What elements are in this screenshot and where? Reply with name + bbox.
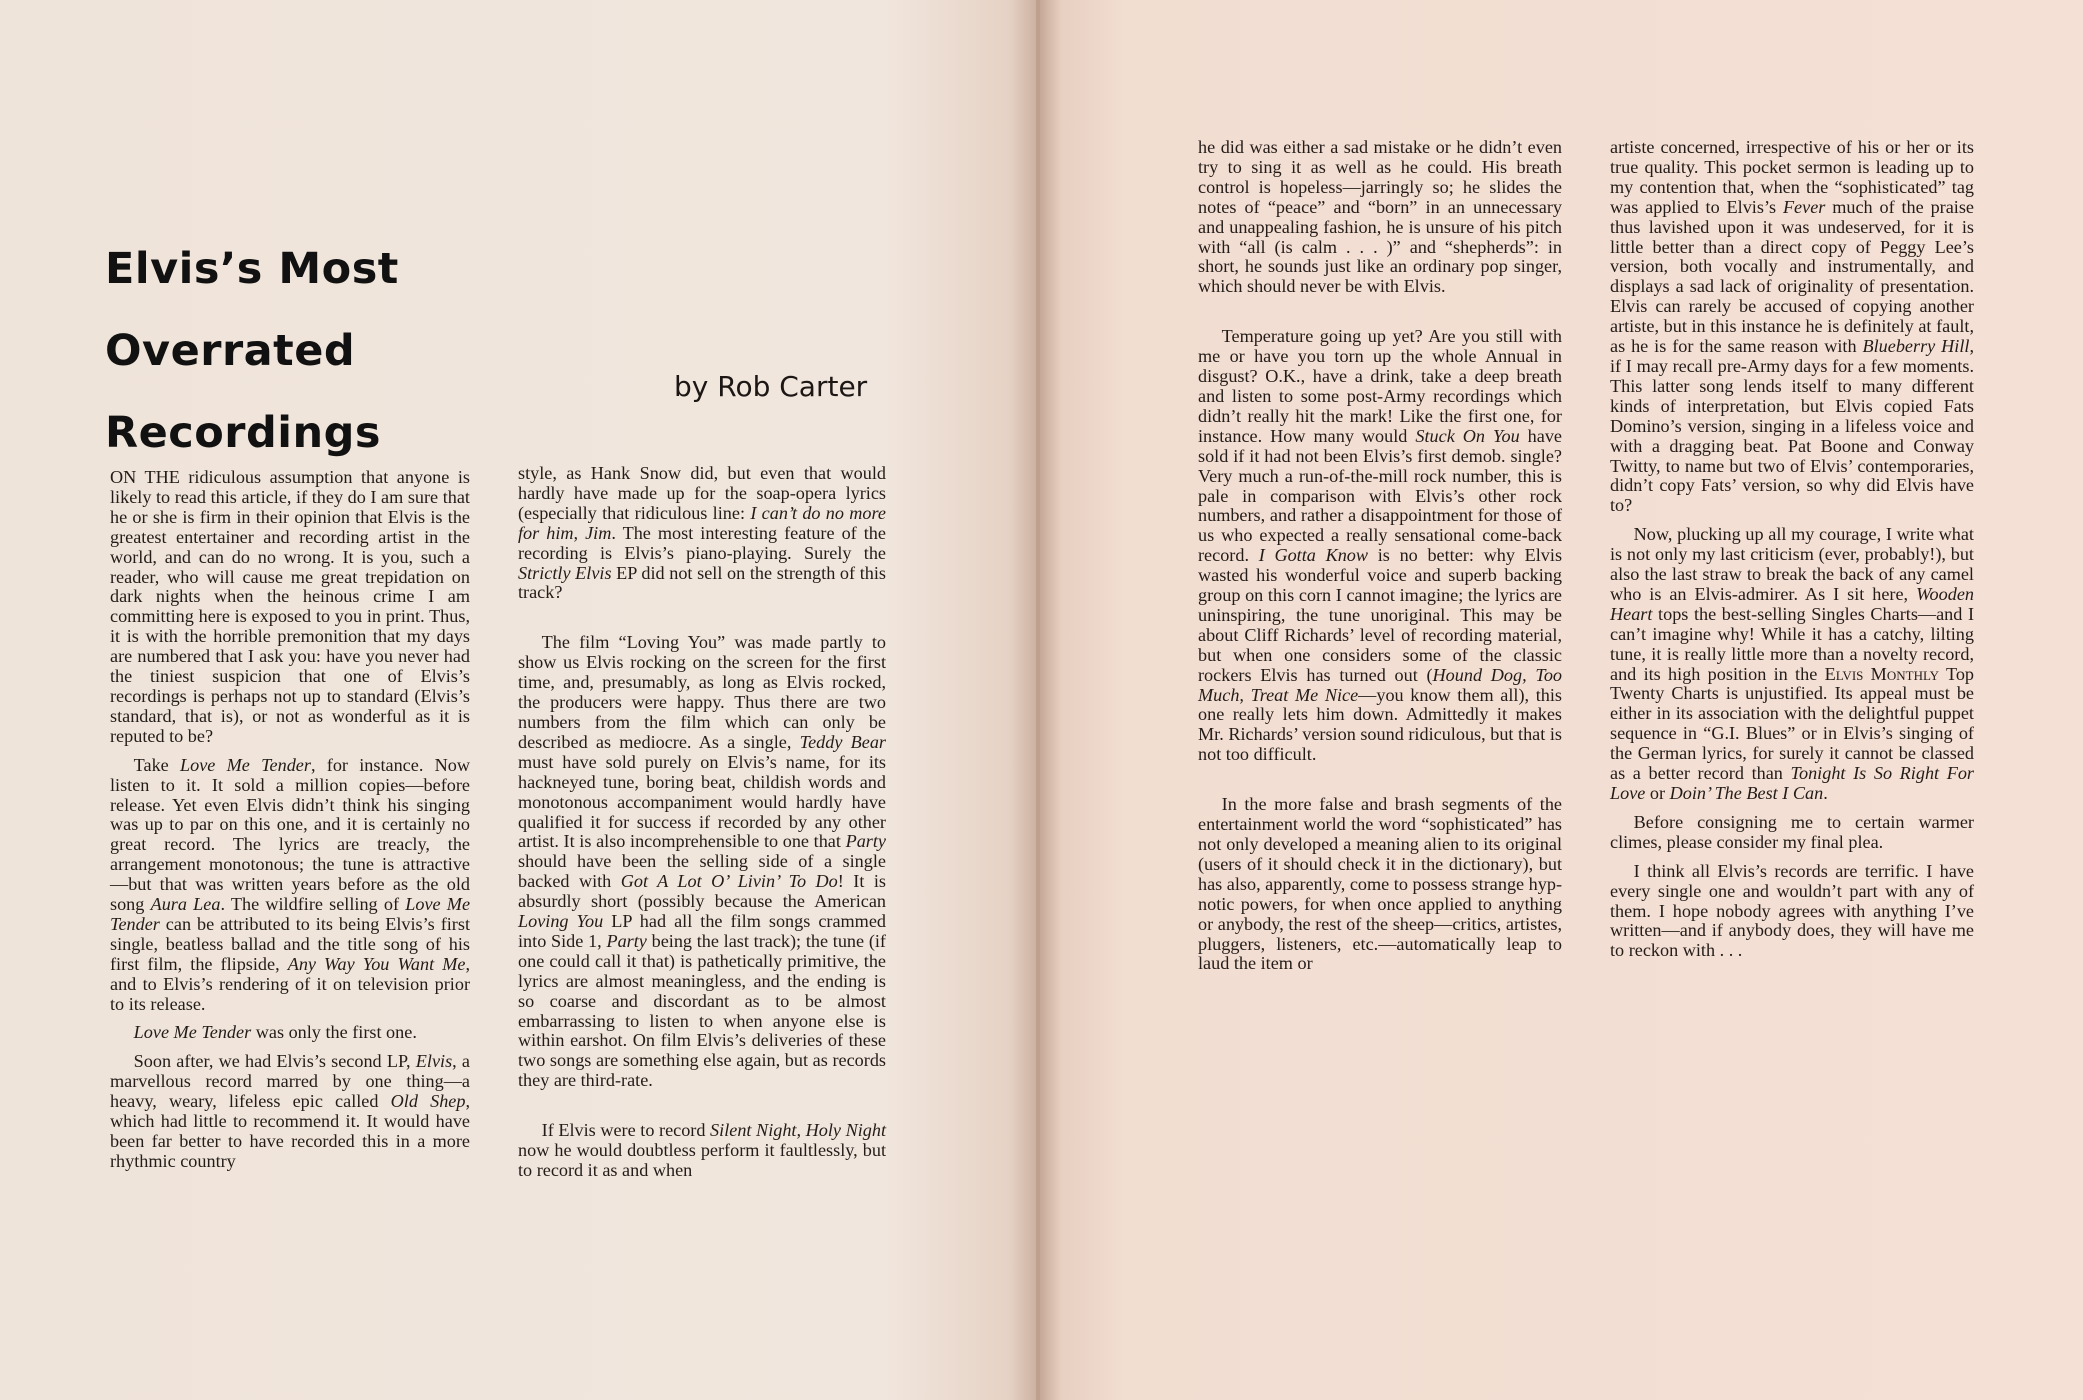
paragraph: I think all Elvis’s records are terrific. I have every single one and wouldn’t part with any of them. I hope nobody agrees with anything I’ve written—and if anybody does, they will have me to reckon with . . . [1610,860,1974,961]
column-4 [1610,138,1974,961]
column-2 [518,464,886,1181]
paragraph: Take Love Me Tender, for instance. Now listen to it. It sold a million copies—before release. Yet even Elvis didn’t think his singing was up to par on this one, and it is certainly no great record. The lyrics are treacly, the arrangement monotonous; the tune is attractive—but that was written years before as the old song Aura Lea. The wildfire selling of Love Me Tender can be attributed to its being Elvis’s first single, beatless ballad and the title song of his first film, the flipside, Any Way You Want Me, and to Elvis’s rendering of it on television prior to its release. [110,754,471,1014]
paragraph-part: In the more false and brash segments of the entertainment world the word “sophisticated” has not only developed a meaning alien to its original (users of it should check it in the dictionary), but has also, apparently, come to possess strange hypnotic powers, for when once applied to anything or anybody, the rest of the sheep—critics, artistes, pluggers, listeners, etc.—automatically leap to laud the item or [1198,794,1563,974]
paragraph: Now, plucking up all my courage, I write what is not only my last criticism (ever, probably!), but also the last straw to break the back of any camel who is an Elvis-admirer. As I sit here, Wooden Heart tops the best-selling Singles Charts—and I can’t imagine why! While it has a catchy, lilting tune, it is really little more than a novelty record, and its high position in the Elvis Monthly Top Twenty Charts is unjustified. Its appeal must be either in its association with the delightful puppet sequence in “G.I. Blues” or in Elvis’s singing of the German lyrics, for surely it cannot be classed as a better record than Tonight Is So Right For Love or Doin’ The Best I Can. [1610,524,1975,803]
left-page [0,0,1040,1400]
paragraph: Love Me Tender was only the first one. [133,1022,417,1043]
paragraph-part: If Elvis were to record Silent Night, Holy Night now he would doubtless perform it faultlessly, but to record it as and when [518,1120,886,1180]
paragraph-continued: artiste concerned, irrespective of his or her or its true quality. This pocket sermon is leading up to my contention that, when the “sophisticated” tag was applied to Elvis’s Fever much of the praise thus lavished upon it was undeserved, for it is little better than a direct copy of Peggy Lee’s version, both vocally and instrumentally, and displays a sad lack of originality of presentation. Elvis can rarely be accused of copying another artiste, but in this instance he is definitely at fault, as he is for the same reason with Blueberry Hill, if I may recall pre-Army days for a few moments. This latter song lends itself to many different kinds of interpretation, but Elvis copied Fats Domino’s version, singing in a lifeless voice and with a dragging beat. Pat Boone and Conway Twitty, to name but two of Elvis’ contemporaries, didn’t copy Fats’ version, so why did Elvis have to? [1610,137,1974,516]
paragraph: ON THE ridiculous assumption that anyone is likely to read this article, if they do I am sure that he or she is firm in their opinion that Elvis is the greatest entertainer and recording artist in the world, and can do no wrong. It is you, such a reader, who will cause me great trepidation on dark nights when the heinous crime I am committing here is exposed to you in print. Thus, it is with the horrible premonition that my days are numbered that I ask you: have you never had the tiniest suspicion that one of Elvis’s recordings is perhaps not up to standard (Elvis’s standard, that is), or not as wonderful as it is reputed to be? [110,467,470,746]
title-line: Recordings [105,408,382,458]
paragraph: Before consigning me to certain warmer climes, please consider my final plea. [1610,811,1974,852]
title-line: Overrated [105,326,356,376]
byline: by Rob Carter [674,370,868,403]
paragraph-continued: style, as Hank Snow did, but even that would hardly have made up for the soap-opera lyrics (especially that ridiculous line: I can’t do no more for him, Jim. The most interesting feature of the recording is Elvis’s piano-playing. Surely the Strictly Elvis EP did not sell on the strength of this track? [518,463,887,603]
column-3 [1198,138,1562,974]
paragraph: The film “Loving You” was made partly to show us Elvis rocking on the screen for the first time, and, presumably, as long as Elvis rocked, the producers were happy. Thus there are two numbers from the film which can only be described as mediocre. As a single, Teddy Bear must have sold purely on Elvis’s name, for its hackneyed tune, boring beat, childish words and monotonous accompaniment would hardly have qualified it for success if recorded by any other artist. It is also incomprehensible to one that Party should have been the selling side of a single backed with Got A Lot O’ Livin’ To Do! It is absurdly short (possibly because the American Loving You LP had all the film songs crammed into Side 1, Party being the last track); the tune (if one could call it that) is pathetically primitive, the lyrics are almost meaningless, and the ending is so coarse and discordant as to be almost embarrassing to listen to when anyone else is within earshot. On film Elvis’s deliveries of these two songs are something else again, but as records they are third-rate. [518,632,886,1091]
paragraph: Temperature going up yet? Are you still with me or have you torn up the whole Annual in disgust? O.K., have a drink, take a deep breath and listen to some post-Army recordings which didn’t really hit the mark! Like the first one, for instance. How many would Stuck On You have sold if it had not been Elvis’s first demob. single? Very much a run-of-the-mill rock number, this is pale in comparison with Elvis’s other rock numbers, and rather a disappointment for those of us who expected a really sensational come-back record. I Gotta Know is no better: why Elvis wasted his wonderful voice and superb backing group on this corn I cannot imagine; the lyrics are uninspiring, the tune unoriginal. This may be about Cliff Richards’ level of recording material, but when one considers some of the classic rockers Elvis has turned out (Hound Dog, Too Much, Treat Me Nice—you know them all), this one really lets him down. Admittedly it makes Mr. Richards’ version sound ridiculous, but that is not too difficult. [1198,326,1563,765]
paragraph-continued: he did was either a sad mistake or he didn’t even try to sing it as well as he could. His breath control is hopeless—jarringly so; he slides the notes of “peace” and “born” in an unnecessary and unappealing fashion, he is unsure of his pitch with “all (is calm . . . )” and “shepherds”: in short, he sounds just like an ordinary pop singer, which should never be with Elvis. [1198,137,1562,297]
title-line: Elvis’s Most [105,244,399,294]
article-title [105,228,399,474]
column-1 [110,468,470,1172]
paragraph-part: Soon after, we had Elvis’s second LP, Elvis, a marvellous record marred by one thing—a heavy, weary, lifeless epic called Old Shep, which had little to recommend it. It would have been far better to have recorded this in a more rhythmic country [110,1051,471,1171]
